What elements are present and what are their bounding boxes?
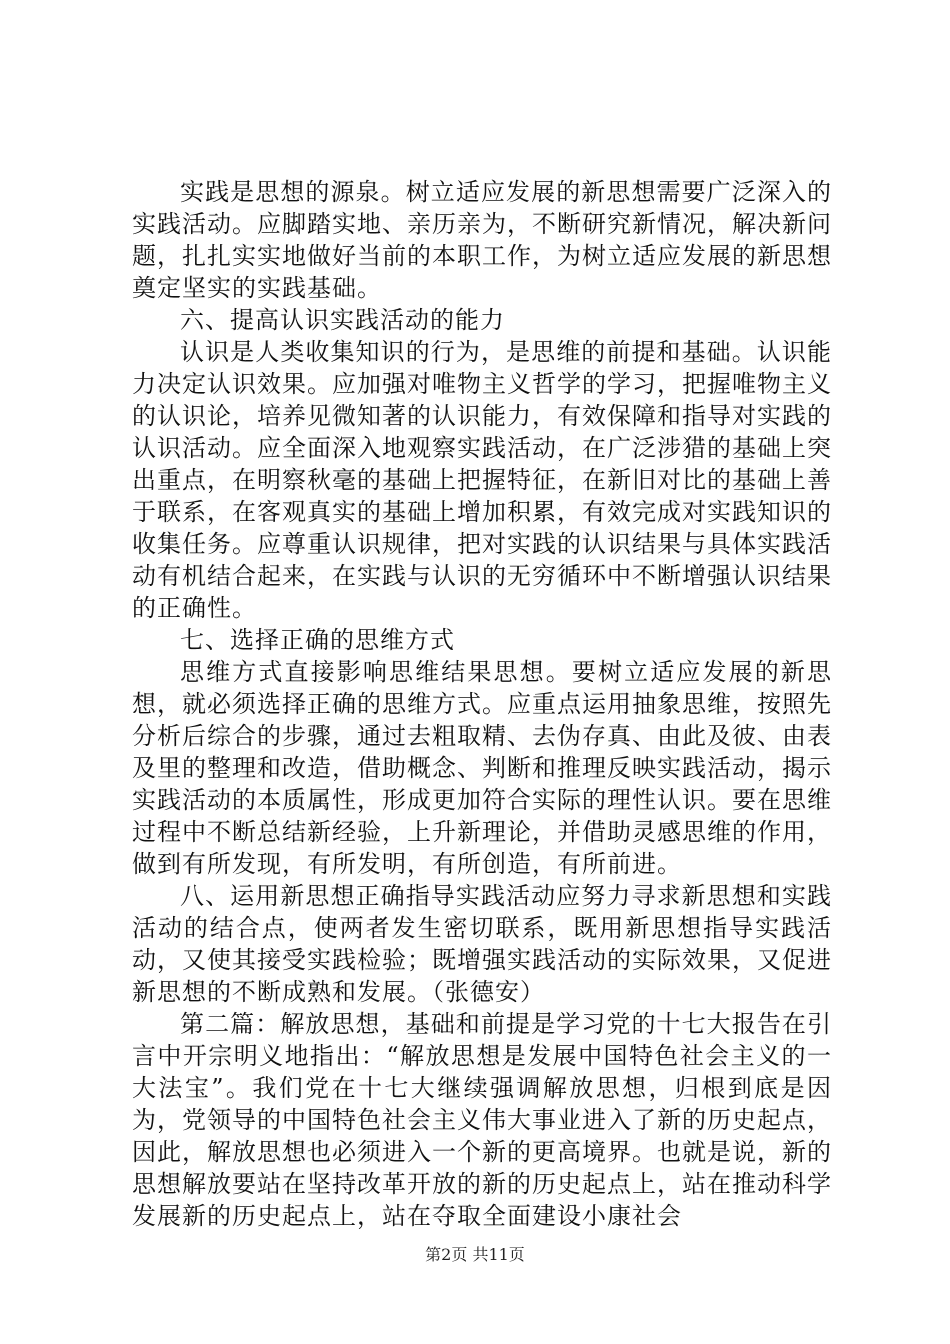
paragraph-thinking-mode: 思维方式直接影响思维结果思想。要树立适应发展的新思想，就必须选择正确的思维方式。应重点运用抽象思维，按照先分析后综合的步骤，通过去粗取精、去伪存真、由此及彼、由表及里的整理和改造，借助概念、判断和推理反映实践活动，揭示实践活动的本质属性，形成更加符合实际的理性认识。要在思维过程中不断总结新经验，上升新理论，并借助灵感思维的作用，做到有所发现，有所发明，有所创造，有所前进。 [132,658,832,878]
section-heading-6: 六、提高认识实践活动的能力 [180,306,505,334]
document-body [132,176,832,1232]
section-heading-7: 七、选择正确的思维方式 [180,626,455,654]
page-number-footer: 第2页 共11页 [425,1245,525,1264]
paragraph-section-8: 八、运用新思想正确指导实践活动应努力寻求新思想和实践活动的结合点，使两者发生密切联系，既用新思想指导实践活动，又使其接受实践检验；既增强实践活动的实际效果，又促进新思想的不断成熟和发展。（张德安） [132,882,832,1006]
paragraph-cognition: 认识是人类收集知识的行为，是思维的前提和基础。认识能力决定认识效果。应加强对唯物主义哲学的学习，把握唯物主义的认识论，培养见微知著的认识能力，有效保障和指导对实践的认识活动。应全面深入地观察实践活动，在广泛涉猎的基础上突出重点，在明察秋毫的基础上把握特征，在新旧对比的基础上善于联系，在客观真实的基础上增加积累，有效完成对实践知识的收集任务。应尊重认识规律，把对实践的认识结果与具体实践活动有机结合起来，在实践与认识的无穷循环中不断增强认识结果的正确性。 [132,338,832,622]
paragraph-practice-source: 实践是思想的源泉。树立适应发展的新思想需要广泛深入的实践活动。应脚踏实地、亲历亲为，不断研究新情况，解决新问题，扎扎实实地做好当前的本职工作，为树立适应发展的新思想奠定坚实的实践基础。 [132,178,832,302]
paragraph-part-two: 第二篇：解放思想，基础和前提是学习党的十七大报告在引言中开宗明义地指出：“解放思想是发展中国特色社会主义的一大法宝”。我们党在十七大继续强调解放思想，归根到底是因为，党领导的中国特色社会主义伟大事业进入了新的历史起点，因此，解放思想也必须进入一个新的更高境界。也就是说，新的思想解放要站在坚持改革开放的新的历史起点上，站在推动科学发展新的历史起点上，站在夺取全面建设小康社会 [132,1010,832,1230]
